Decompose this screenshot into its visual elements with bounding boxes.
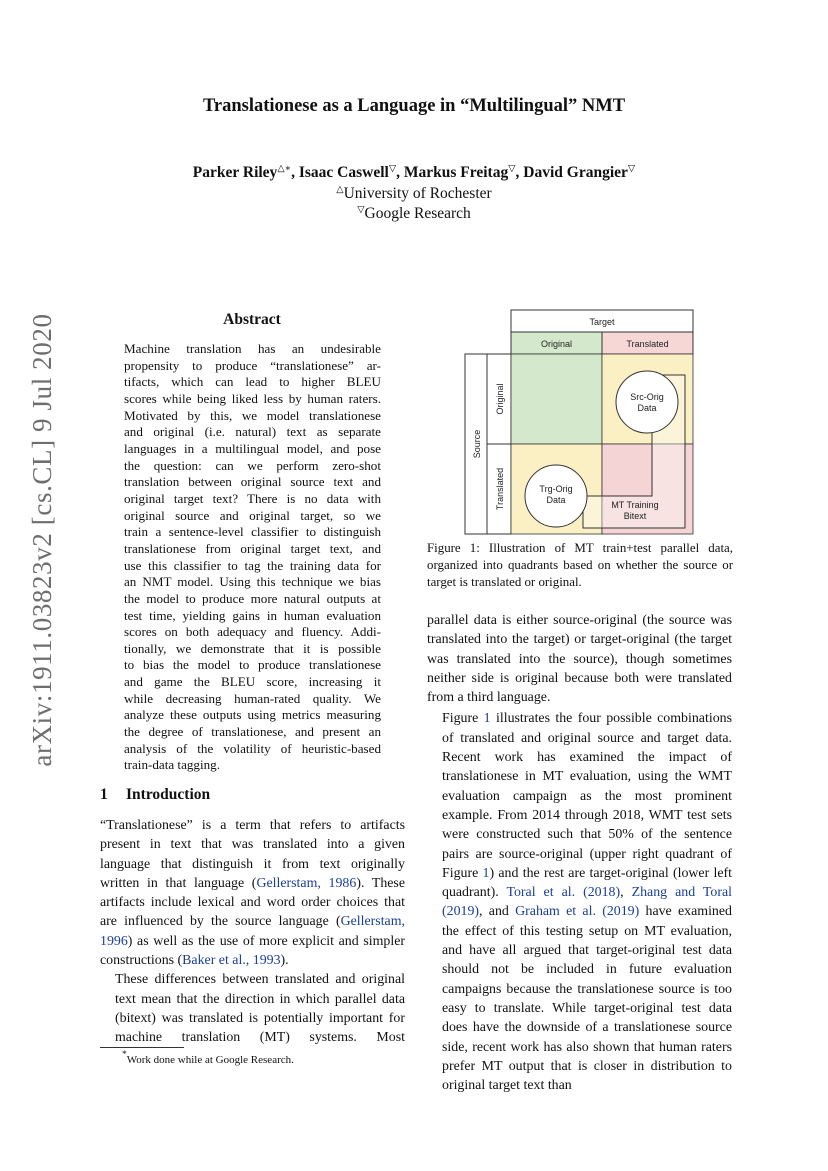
left-column-body: [100, 816, 405, 1048]
citation-link[interactable]: Zhang and Toral (2019): [442, 885, 732, 920]
abstract-line: the degree of translationese, and present an: [124, 724, 381, 740]
abstract-line: original source and original target, so we: [124, 507, 381, 523]
intro-paragraph-4: Figure 1 illustrates the four possible combinations of translated and original source and target data. Recent work has examined the impact of translationese in MT evaluation, using the WMT evaluation campaign as the most prominent example. From 2014 through 2018, WMT test sets were constructed such that 50% of the sentence pairs are source-original (upper right quadrant of Figure 1) and the rest are target-original (lower left quadrant). Toral et al. (2018), Zhang and Toral (2019), and Graham et al. (2019) have examined the effect of this testing setup on MT evaluation, and have all argued that target-original test data should not be included in future evaluation campaigns because the translationese source is too easy to translate. While target-original test data does have the downside of a translationese source side, recent work has also shown that human raters prefer MT output that is closer in distribution to original target text than: [442, 711, 732, 1094]
trg-orig-label-line1: Trg-Orig: [539, 484, 573, 494]
author-name: Isaac Caswell: [298, 164, 389, 181]
src-orig-label-line1: Src-Orig: [630, 392, 664, 402]
section-title: Introduction: [126, 786, 211, 803]
citation-link[interactable]: Gellerstam, 1996: [100, 914, 405, 949]
abstract-line: an NMT model. Using this technique we bias: [124, 574, 381, 590]
author-name: Markus Freitag: [403, 164, 509, 181]
quadrant-orig-orig: [511, 354, 602, 444]
figure-reference-link[interactable]: 1: [483, 711, 491, 727]
mt-training-label-line1: MT Training: [611, 500, 659, 510]
abstract-line: Machine translation has an undesirable: [124, 341, 381, 356]
author-name: David Grangier: [523, 164, 628, 181]
trg-orig-label-line2: Data: [546, 495, 566, 505]
footnote-mark: *: [122, 1050, 127, 1060]
author-mark: △∗: [277, 164, 292, 174]
abstract-line: analysis of the volatility of heuristic-based: [124, 740, 381, 756]
abstract-line: languages in a multilingual model, and pose: [124, 440, 381, 456]
abstract-line: scores while being liked less by human raters.: [124, 390, 381, 406]
footnote-rule: [100, 1047, 184, 1048]
abstract-line: while decreasing human-rated quality. We: [124, 690, 381, 706]
paper-title: Translationese as a Language in “Multilingual” NMT: [202, 96, 626, 116]
affiliation-name: University of Rochester: [343, 185, 492, 202]
col-label-original: Original: [540, 339, 573, 349]
abstract-line: the model to produce more natural outputs at: [124, 590, 381, 606]
figure-reference-link[interactable]: 1: [482, 865, 490, 881]
footnote-text: Work done while at Google Research.: [126, 1054, 294, 1066]
intro-paragraph-3: parallel data is either source-original (the source was translated into the target) or target-original (the target was translated into the source), though sometimes neither side is original because both were translated from a third language.: [427, 613, 732, 706]
arxiv-identifier: arXiv:1911.03823v2 [cs.CL] 9 Jul 2020: [27, 313, 57, 767]
mt-training-label-line2: Bitext: [623, 511, 647, 521]
abstract-line: original target text? There is no data with: [124, 490, 381, 506]
abstract-line: train-data tagging.: [124, 757, 220, 773]
affiliation-name: Google Research: [364, 205, 471, 222]
author-mark: ▽: [627, 164, 636, 174]
abstract-line: the question: can we perform zero-shot: [124, 457, 381, 473]
author-list: Parker Riley△∗, Isaac Caswell▽, Markus Freitag▽, David Grangier▽: [192, 164, 636, 181]
abstract-line: translation between original source text and: [124, 474, 381, 490]
abstract-line: and game the BLEU score, increasing it: [124, 674, 381, 690]
abstract-line: Motivated by this, we model translationese: [124, 407, 381, 423]
abstract-line: tionally, we demonstrate that it is possible: [124, 640, 381, 656]
row-label-original: Original: [495, 383, 505, 415]
citation-link[interactable]: Graham et al. (2019): [515, 904, 640, 920]
affiliation-google: [0, 204, 828, 223]
figure-caption: Figure 1: Illustration of MT train+test parallel data, organized into quadrants based on whether the source or target is translated or original.: [427, 541, 733, 589]
abstract-line: train a sentence-level classifier to distinguish: [124, 524, 381, 540]
row-label-translated: Translated: [495, 467, 505, 511]
src-orig-label-line2: Data: [637, 403, 657, 413]
abstract-body: [124, 341, 381, 774]
abstract-line: test time, yielding gains in human evaluation: [124, 607, 381, 623]
affiliation-mark: △: [336, 185, 344, 195]
citation-link[interactable]: Toral et al. (2018): [506, 885, 621, 901]
citation-link[interactable]: Gellerstam, 1986: [256, 875, 357, 891]
intro-paragraph-2: These differences between translated and original text mean that the direction in which parallel data (bitext) was translated is potentially important for machine translation (MT) systems. Most: [115, 972, 405, 1046]
abstract-line: propensity to produce “translationese” ar-: [124, 357, 381, 373]
section-number: 1: [100, 786, 108, 803]
abstract-line: translationese from original target text, and: [124, 540, 381, 556]
abstract-line: scores on both adequacy and fluency. Addi-: [124, 624, 381, 640]
section-heading-introduction: [100, 786, 210, 804]
src-orig-data-circle: [616, 371, 678, 433]
abstract-line: to bias the model to produce translationese: [124, 657, 381, 673]
target-label: Target: [589, 317, 615, 327]
author-name: Parker Riley: [192, 164, 278, 181]
footnote: [122, 1050, 294, 1066]
abstract-line: analyze these outputs using metrics measuring: [124, 707, 381, 723]
right-column-body: [427, 611, 732, 1095]
abstract-line: and original (i.e. natural) text as separate: [124, 424, 381, 440]
intro-paragraph-1: “Translationese” is a term that refers to artifacts present in text that was translated into a given language that distinguish it from text originally written in that language (Gellerstam, 1986). These artifacts include lexical and word order choices that are influenced by the source language (Gellerstam, 1996) as well as the use of more explicit and simpler constructions (Baker et al., 1993).: [100, 818, 405, 969]
author-mark: ▽: [508, 164, 516, 174]
abstract-heading: Abstract: [223, 311, 281, 328]
citation-link[interactable]: Baker et al., 1993: [182, 953, 281, 969]
abstract-line: tifacts, which can lead to higher BLEU: [124, 374, 381, 390]
affiliation-mark: ▽: [357, 205, 365, 215]
affiliation-rochester: [0, 184, 828, 203]
abstract-line: use this classifier to tag the training data for: [124, 557, 381, 573]
col-label-translated: Translated: [626, 339, 669, 349]
author-mark: ▽: [388, 164, 397, 174]
source-label: Source: [472, 429, 482, 459]
figure-quadrant-diagram: [460, 305, 700, 535]
